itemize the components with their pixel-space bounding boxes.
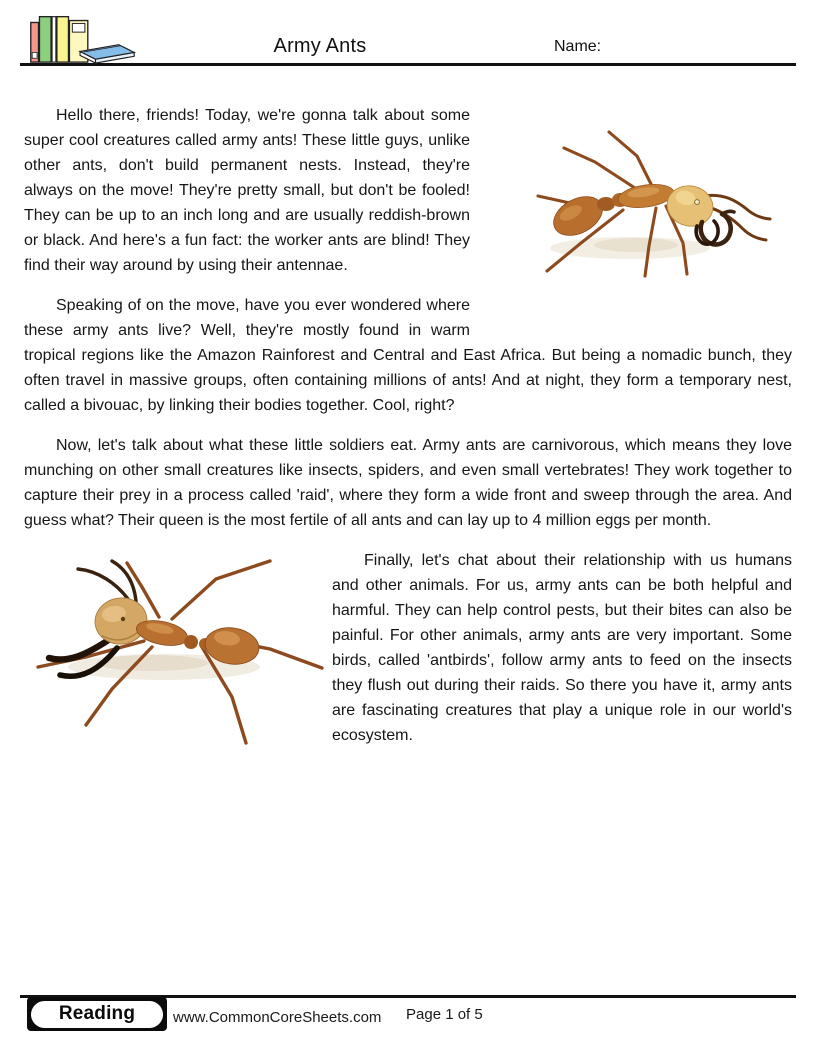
- category-badge-pill: [31, 1001, 163, 1028]
- paragraph-1: Hello there, friends! Today, we're gonna talk about some super cool creatures called army ants! These little guys, unlike other ants, don't build permanent nests. Instead, they're always on the move! They're pretty small, but don't be fooled! They can be up to an inch long and are usually reddish-brown or black. And here's a fun fact: the worker ants are blind! They find their way around by using their antennae.: [24, 107, 470, 274]
- paragraph-4: Finally, let's chat about their relationship with us humans and other animals. For us, army ants can be both helpful and harmful. They can help control pests, but their bites can also be painful. For other animals, army ants are very important. Some birds, called 'antbirds', follow army ants to feed on the insects they flush out during their raids. So there you have it, army ants are fascinating creatures that play a unique role in our world's ecosystem.: [332, 552, 792, 744]
- army-ant-photo-facing-right: [478, 116, 792, 312]
- army-ant-image-right: [478, 103, 792, 325]
- army-ant-photo-facing-left: [24, 549, 328, 749]
- page-number: Page 1 of 5: [406, 1006, 483, 1023]
- paragraph-2: Speaking of on the move, have you ever wondered where these army ants live? Well, they're mostly found in warm tropical regions like the Amazon Rainforest and Central and East Africa. But being a nomadic bunch, they often travel in massive groups, often containing millions of ants! And at night, they form a temporary nest, called a bivouac, by linking their bodies together. Cool, right?: [24, 297, 792, 414]
- header: [20, 0, 796, 66]
- army-ant-image-left: [24, 548, 328, 750]
- reading-passage: [24, 103, 792, 763]
- name-label: Name:: [554, 38, 602, 55]
- category-badge-label: Reading: [58, 1003, 136, 1024]
- page-title: Army Ants: [273, 35, 367, 57]
- books-logo-icon: [26, 7, 138, 65]
- website-url: www.CommonCoreSheets.com: [173, 1009, 382, 1026]
- category-badge: [27, 997, 167, 1031]
- paragraph-3: Now, let's talk about what these little soldiers eat. Army ants are carnivorous, which means they love munching on other small creatures like insects, spiders, and even small vertebrates! They work together to capture their prey in a process called 'raid', where they form a wide front and sweep through the area. And guess what? Their queen is the most fertile of all ants and can lay up to 4 million eggs per month.: [24, 437, 792, 529]
